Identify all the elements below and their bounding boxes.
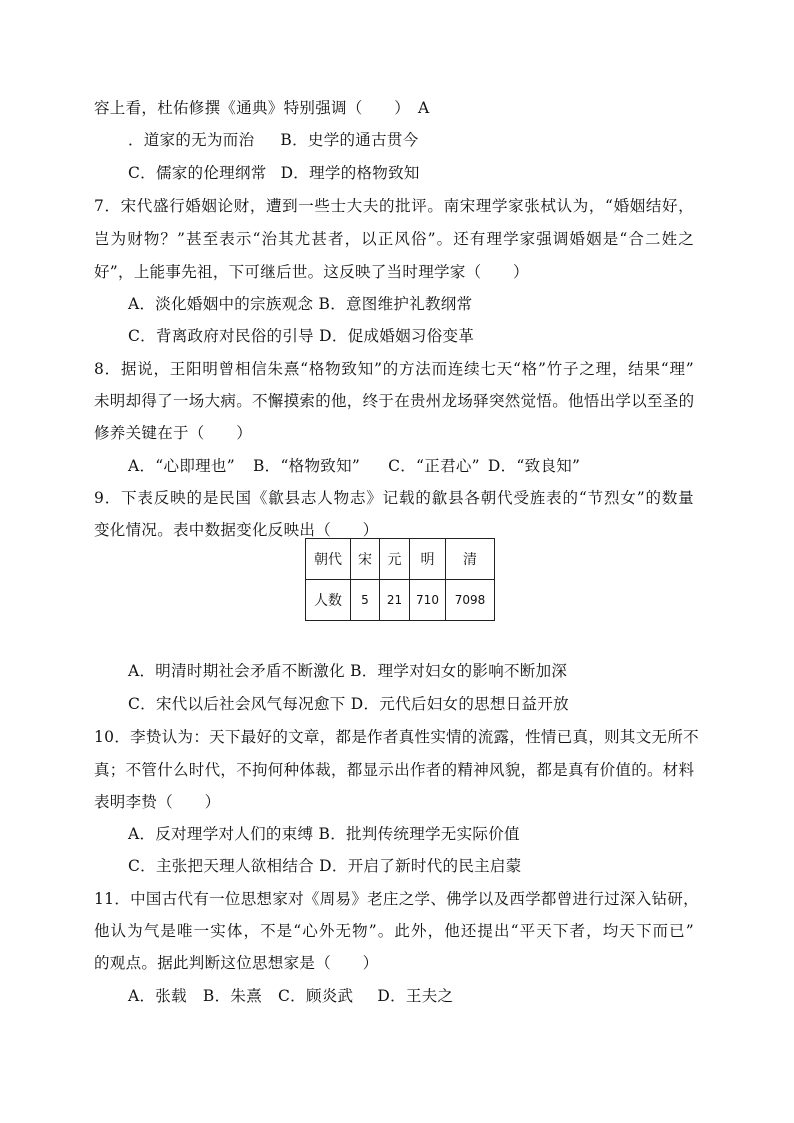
q7-options-cd: C．背离政府对民俗的引导 D．促成婚姻习俗变革 — [128, 327, 475, 345]
q11-options — [128, 986, 453, 1006]
q6-options-ab — [128, 130, 419, 150]
q10-stem-line-1: 10．李贽认为：天下最好的文章，都是作者真性实情的流露，性情已真，则其文无所不 — [94, 728, 699, 746]
table-header-row — [306, 539, 495, 580]
q8-option-a: A．“心即理也” — [128, 457, 235, 475]
q9-stem-line-1: 9．下表反映的是民国《歙县志人物志》记载的歙县各朝代受旌表的“节烈女”的数量 — [94, 489, 694, 507]
q9-stem-line-2: 变化情况。表中数据变化反映出（ ） — [94, 521, 379, 539]
q10-options-ab: A．反对理学对人们的束缚 B．批判传统理学无实际价值 — [128, 825, 520, 843]
table-cell: 清 — [446, 539, 495, 580]
q7-stem-line-1: 7．宋代盛行婚姻论财，遭到一些士大夫的批评。南宋理学家张栻认为，“婚姻结好， — [94, 197, 694, 215]
q10-options-cd: C．主张把天理人欲相结合 D．开启了新时代的民主启蒙 — [128, 857, 522, 875]
table-cell: 宋 — [351, 539, 380, 580]
q11-option-b: B．朱熹 — [202, 987, 262, 1005]
q6-option-b: B．史学的通古贯今 — [280, 131, 419, 149]
q8-stem-line-2: 未明却得了一场大病。不懈摸索的他，终于在贵州龙场驿突然觉悟。他悟出学以至圣的 — [94, 392, 695, 410]
q8-stem-line-1: 8．据说，王阳明曾相信朱熹“格物致知”的方法而连续七天“格”竹子之理，结果“理” — [94, 360, 694, 378]
q7-stem-line-3: 好”，上能事先祖，下可继后世。这反映了当时理学家（ ） — [94, 263, 529, 281]
q6-stem-tail: 容上看，杜佑修撰《通典》特别强调（ ） A — [94, 99, 430, 117]
q6-option-a: ．道家的无为而治 — [128, 131, 255, 149]
q10-stem-line-3: 表明李贽（ ） — [94, 793, 221, 811]
q8-stem-line-3: 修养关键在于（ ） — [94, 424, 253, 442]
table-cell: 明 — [410, 539, 446, 580]
q11-stem-line-3: 的观点。据此判断这位思想家是（ ） — [94, 954, 379, 972]
table-row — [306, 580, 495, 621]
table-cell: 5 — [351, 580, 380, 621]
q11-stem-line-2: 他认为气是唯一实体，不是“心外无物”。此外，他还提出“平天下者，均天下而已” — [94, 922, 694, 940]
q11-option-c: C．顾炎武 — [278, 987, 354, 1005]
q7-options-ab: A．淡化婚姻中的宗族观念 B．意图维护礼教纲常 — [128, 295, 473, 313]
q10-stem-line-2: 真；不管什么时代，不拘何种体裁，都显示出作者的精神风貌，都是真有价值的。材料 — [94, 761, 695, 779]
q8-options — [128, 456, 580, 476]
q9-options-ab: A．明清时期社会矛盾不断激化 B．理学对妇女的影响不断加深 — [128, 662, 568, 680]
table-cell: 21 — [380, 580, 410, 621]
table-cell: 7098 — [446, 580, 495, 621]
table-cell: 朝代 — [306, 539, 351, 580]
q11-option-a: A．张载 — [128, 987, 187, 1005]
q11-option-d: D．王夫之 — [377, 987, 454, 1005]
table-cell: 人数 — [306, 580, 351, 621]
q9-data-table — [305, 538, 495, 621]
q11-stem-line-1: 11．中国古代有一位思想家对《周易》老庄之学、佛学以及西学都曾进行过深入钻研， — [94, 890, 699, 908]
q8-option-d: D．“致良知” — [487, 457, 581, 475]
q8-option-b: B．“格物致知” — [252, 457, 361, 475]
q6-options-cd — [128, 163, 420, 183]
q9-options-cd: C．宋代以后社会风气每况愈下 D．元代后妇女的思想日益开放 — [128, 695, 569, 713]
q6-option-d: D．理学的格物致知 — [280, 164, 420, 182]
q7-stem-line-2: 岂为财物？”甚至表示“治其尤甚者，以正风俗”。还有理学家强调婚姻是“合二姓之 — [94, 230, 694, 248]
table-cell: 元 — [380, 539, 410, 580]
table-cell: 710 — [410, 580, 446, 621]
q6-option-c: C．儒家的伦理纲常 — [128, 164, 267, 182]
q8-option-c: C．“正君心” — [388, 457, 480, 475]
